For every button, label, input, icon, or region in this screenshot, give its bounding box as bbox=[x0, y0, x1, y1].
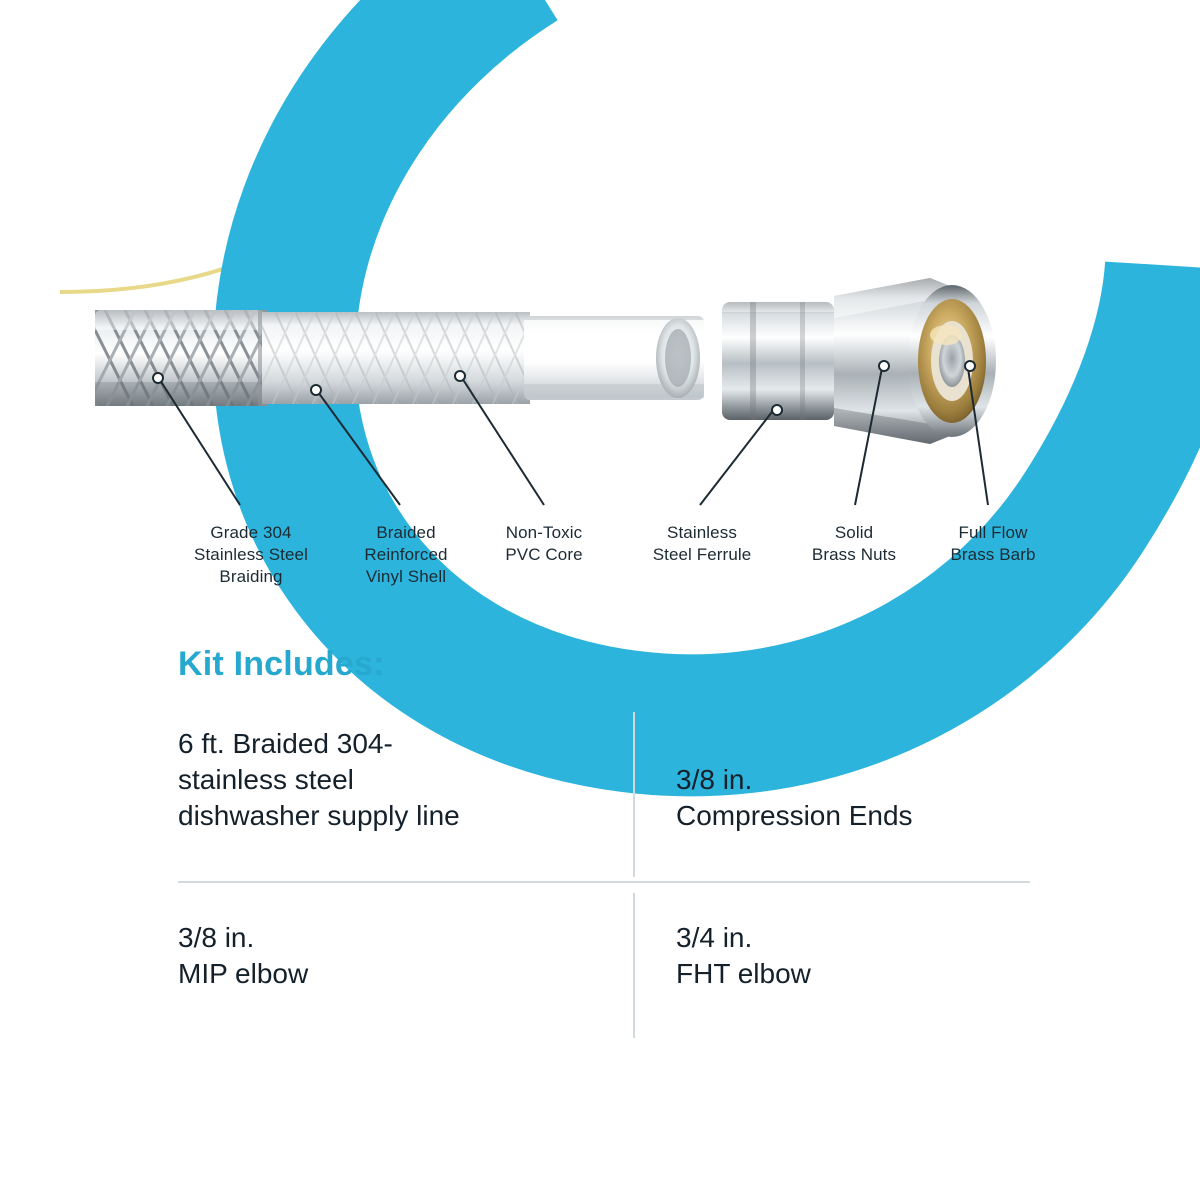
callout-full-flow-brass-barb bbox=[922, 522, 1064, 566]
stainless-steel-ferrule bbox=[722, 302, 834, 420]
kit-item-mip-elbow bbox=[178, 920, 598, 992]
kit-item-line: 3/8 in. bbox=[178, 922, 255, 953]
kit-item-compression-ends bbox=[676, 762, 1096, 834]
callout-line: Grade 304 bbox=[210, 523, 292, 542]
kit-item-line: MIP elbow bbox=[178, 958, 309, 989]
kit-item-supply-line bbox=[178, 726, 598, 834]
callout-line: Solid bbox=[834, 523, 874, 542]
callout-line: Full Flow bbox=[958, 523, 1028, 542]
callout-solid-brass-nuts bbox=[784, 522, 924, 566]
callout-line: Steel Ferrule bbox=[652, 545, 752, 564]
kit-item-line: stainless steel bbox=[178, 764, 354, 795]
callout-grade-304-stainless-steel-braiding bbox=[168, 522, 334, 588]
kit-item-line: 3/4 in. bbox=[676, 922, 753, 953]
kit-includes-title: Kit Includes: bbox=[178, 645, 385, 683]
callout-line: Braiding bbox=[219, 567, 283, 586]
kit-item-fht-elbow bbox=[676, 920, 1096, 992]
kit-item-line: dishwasher supply line bbox=[178, 800, 460, 831]
kit-item-line: 3/8 in. bbox=[676, 764, 753, 795]
callout-line: Reinforced bbox=[364, 545, 448, 564]
kit-item-line: FHT elbow bbox=[676, 958, 811, 989]
kit-item-line: 6 ft. Braided 304- bbox=[178, 728, 393, 759]
kit-includes-grid bbox=[178, 712, 1030, 1032]
callout-line: PVC Core bbox=[505, 545, 583, 564]
callout-line: Brass Nuts bbox=[811, 545, 897, 564]
callout-non-toxic-pvc-core bbox=[478, 522, 610, 566]
callout-line: Stainless Steel bbox=[194, 545, 308, 564]
callout-line: Non-Toxic bbox=[505, 523, 583, 542]
callout-braided-reinforced-vinyl-shell bbox=[330, 522, 482, 588]
callout-line: Stainless bbox=[667, 523, 737, 542]
callout-line: Braided bbox=[376, 523, 436, 542]
callout-line: Vinyl Shell bbox=[365, 567, 447, 586]
callout-stainless-steel-ferrule bbox=[628, 522, 776, 566]
callout-line: Brass Barb bbox=[950, 545, 1036, 564]
kit-item-line: Compression Ends bbox=[676, 800, 913, 831]
